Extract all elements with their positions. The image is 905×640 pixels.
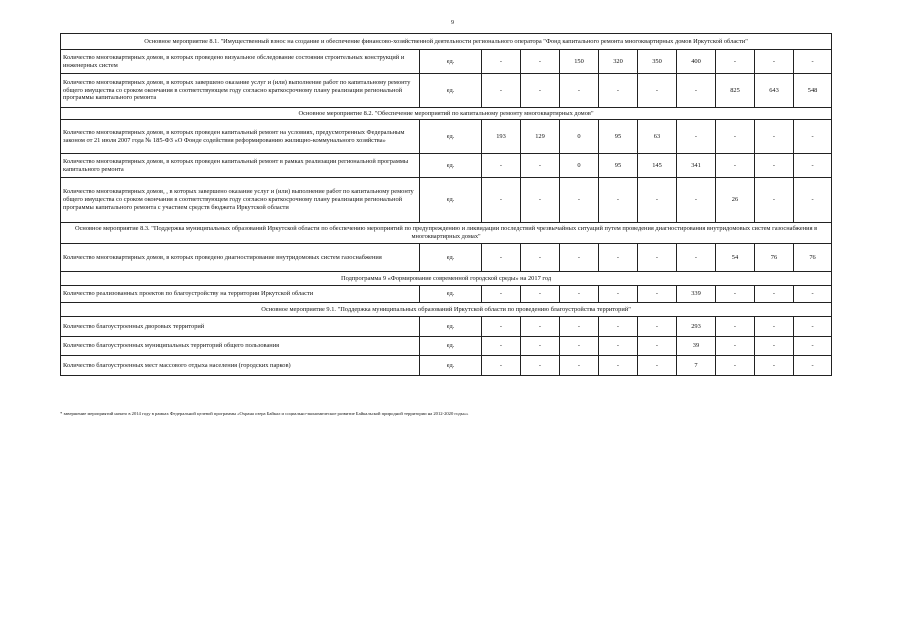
indicator-description: Количество многоквартирных домов, , в которых завершено оказание услуг и (или) выполнение работ по капитальному ремонту общего имущества со сроком окончания в соответствующем году согласно краткосрочному плану реализации региональной программы капитального ремонта с участием средств бюджета Иркутской области: [61, 178, 420, 223]
indicator-unit: ед.: [420, 178, 482, 223]
indicator-row: [61, 50, 832, 74]
indicator-unit: ед.: [420, 74, 482, 108]
indicator-value: -: [677, 120, 716, 154]
indicator-value: 193: [482, 120, 521, 154]
indicator-row: [61, 178, 832, 223]
indicator-unit: ед.: [420, 286, 482, 303]
indicator-value: 76: [755, 244, 794, 272]
indicator-value: -: [794, 286, 832, 303]
indicator-value: -: [560, 317, 599, 337]
indicator-row: [61, 120, 832, 154]
indicator-value: -: [638, 244, 677, 272]
indicator-row: [61, 286, 832, 303]
indicator-value: -: [638, 286, 677, 303]
indicator-value: -: [521, 356, 560, 376]
section-heading: Подпрограмма 9 «Формирование современной городской среды» на 2017 год: [61, 272, 832, 286]
indicator-value: -: [560, 286, 599, 303]
indicator-value: -: [794, 120, 832, 154]
indicator-value: -: [638, 74, 677, 108]
indicator-value: -: [755, 356, 794, 376]
indicator-value: -: [521, 178, 560, 223]
indicator-value: -: [521, 244, 560, 272]
indicator-value: 320: [599, 50, 638, 74]
indicator-value: 350: [638, 50, 677, 74]
indicator-value: -: [755, 154, 794, 178]
indicator-unit: ед.: [420, 50, 482, 74]
section-heading: Основное мероприятие 8.3. "Поддержка муниципальных образований Иркутской области по обеспечению мероприятий по предупреждению и ликвидации последствий чрезвычайных ситуаций путем проведения диагностирования внутридомовых систем газоснабжения в многоквартирных домах": [61, 223, 832, 244]
indicator-value: -: [677, 178, 716, 223]
indicator-value: -: [521, 50, 560, 74]
indicator-value: 95: [599, 154, 638, 178]
indicator-value: 54: [716, 244, 755, 272]
indicator-value: -: [677, 74, 716, 108]
indicator-value: 0: [560, 154, 599, 178]
indicator-value: -: [716, 120, 755, 154]
indicator-value: -: [638, 317, 677, 337]
indicator-value: -: [755, 120, 794, 154]
indicator-value: -: [716, 154, 755, 178]
indicator-value: -: [482, 286, 521, 303]
indicator-value: -: [482, 74, 521, 108]
indicator-value: -: [599, 317, 638, 337]
indicator-value: -: [521, 154, 560, 178]
indicator-value: -: [716, 317, 755, 337]
indicator-unit: ед.: [420, 154, 482, 178]
indicator-value: -: [755, 50, 794, 74]
indicator-value: -: [638, 337, 677, 356]
indicator-value: 548: [794, 74, 832, 108]
indicator-value: -: [560, 74, 599, 108]
indicator-description: Количество благоустроенных дворовых территорий: [61, 317, 420, 337]
indicator-unit: ед.: [420, 337, 482, 356]
indicator-value: -: [794, 154, 832, 178]
section-row: [61, 303, 832, 317]
indicator-value: -: [716, 337, 755, 356]
indicator-value: -: [794, 356, 832, 376]
indicator-value: -: [521, 317, 560, 337]
indicator-row: [61, 74, 832, 108]
indicator-value: -: [521, 286, 560, 303]
indicator-value: -: [599, 244, 638, 272]
indicator-value: -: [560, 337, 599, 356]
indicator-value: -: [482, 337, 521, 356]
indicator-description: Количество многоквартирных домов, в которых проведен капитальный ремонт в рамках реализации региональной программы капитального ремонта: [61, 154, 420, 178]
indicator-value: 400: [677, 50, 716, 74]
table-body: [61, 34, 832, 376]
indicator-value: 293: [677, 317, 716, 337]
section-row: [61, 272, 832, 286]
indicator-value: 0: [560, 120, 599, 154]
indicator-value: -: [560, 356, 599, 376]
footnote: * завершение мероприятий начато в 2014 году в рамках Федеральной целевой программы «Охрана озера Байкал и социально-экономическое развитие Байкальской природной территории на 2012-2020 годы»»: [60, 411, 469, 416]
indicator-description: Количество благоустроенных мест массового отдыха населения (городских парков): [61, 356, 420, 376]
indicator-row: [61, 317, 832, 337]
indicator-value: -: [755, 178, 794, 223]
indicator-value: 63: [638, 120, 677, 154]
indicators-table: [60, 33, 832, 376]
indicator-row: [61, 356, 832, 376]
indicator-value: -: [638, 178, 677, 223]
indicator-description: Количество многоквартирных домов, в которых проведено визуальное обследование состояния строительных конструкций и инженерных систем: [61, 50, 420, 74]
indicator-description: Количество многоквартирных домов, в которых завершено оказание услуг и (или) выполнение работ по капитальному ремонту общего имущества со сроком окончания в соответствующем году согласно краткосрочному плану реализации региональной программы капитального ремонта: [61, 74, 420, 108]
indicator-value: -: [716, 50, 755, 74]
indicator-value: 26: [716, 178, 755, 223]
indicator-value: -: [599, 356, 638, 376]
section-heading: Основное мероприятие 9.1. "Поддержка муниципальных образований Иркутской области по проведению благоустройства территорий": [61, 303, 832, 317]
indicator-value: -: [794, 337, 832, 356]
indicator-value: 95: [599, 120, 638, 154]
indicator-value: -: [560, 244, 599, 272]
indicator-description: Количество благоустроенных муниципальных территорий общего пользования: [61, 337, 420, 356]
indicator-row: [61, 154, 832, 178]
indicator-value: -: [677, 244, 716, 272]
indicator-value: -: [794, 317, 832, 337]
indicator-value: -: [755, 286, 794, 303]
section-row: [61, 108, 832, 120]
indicator-value: 643: [755, 74, 794, 108]
indicator-value: -: [599, 178, 638, 223]
indicator-value: 825: [716, 74, 755, 108]
indicator-value: 339: [677, 286, 716, 303]
indicator-value: -: [794, 178, 832, 223]
indicator-unit: ед.: [420, 120, 482, 154]
section-heading: Основное мероприятие 8.2. "Обеспечение мероприятий по капитальному ремонту многоквартирных домов": [61, 108, 832, 120]
indicator-unit: ед.: [420, 356, 482, 376]
indicator-value: 76: [794, 244, 832, 272]
indicator-value: -: [560, 178, 599, 223]
indicator-value: -: [482, 356, 521, 376]
indicator-value: -: [638, 356, 677, 376]
indicator-value: -: [521, 337, 560, 356]
indicator-description: Количество реализованных проектов по благоустройству на территории Иркутской области: [61, 286, 420, 303]
indicator-description: Количество многоквартирных домов, в которых проведен капитальный ремонт на условиях, предусмотренных Федеральным законом от 21 июля 2007 года № 185-ФЗ «О Фонде содействия реформированию жилищно-коммунального хозяйства»: [61, 120, 420, 154]
indicator-unit: ед.: [420, 244, 482, 272]
indicator-value: -: [482, 244, 521, 272]
indicator-value: -: [482, 178, 521, 223]
indicator-value: -: [755, 317, 794, 337]
indicator-value: 39: [677, 337, 716, 356]
indicator-value: -: [599, 74, 638, 108]
indicator-value: 150: [560, 50, 599, 74]
indicator-unit: ед.: [420, 317, 482, 337]
indicator-value: -: [482, 154, 521, 178]
section-row: [61, 223, 832, 244]
indicator-value: -: [716, 356, 755, 376]
indicator-value: -: [716, 286, 755, 303]
section-heading: Основное мероприятие 8.1. "Имущественный взнос на создание и обеспечение финансово-хозяйственной деятельности регионального оператора "Фонд капитального ремонта многоквартирных домов Иркутской области": [61, 34, 832, 50]
indicator-value: 7: [677, 356, 716, 376]
indicator-value: 145: [638, 154, 677, 178]
indicator-value: -: [482, 50, 521, 74]
section-row: [61, 34, 832, 50]
page-number: 9: [451, 20, 454, 26]
indicator-value: -: [521, 74, 560, 108]
indicator-value: -: [755, 337, 794, 356]
indicator-row: [61, 337, 832, 356]
indicator-row: [61, 244, 832, 272]
indicator-description: Количество многоквартирных домов, в которых проведено диагностирование внутридомовых систем газоснабжения: [61, 244, 420, 272]
indicator-value: -: [599, 286, 638, 303]
indicator-value: -: [482, 317, 521, 337]
indicator-value: -: [599, 337, 638, 356]
indicator-value: -: [794, 50, 832, 74]
indicator-value: 341: [677, 154, 716, 178]
indicator-value: 129: [521, 120, 560, 154]
